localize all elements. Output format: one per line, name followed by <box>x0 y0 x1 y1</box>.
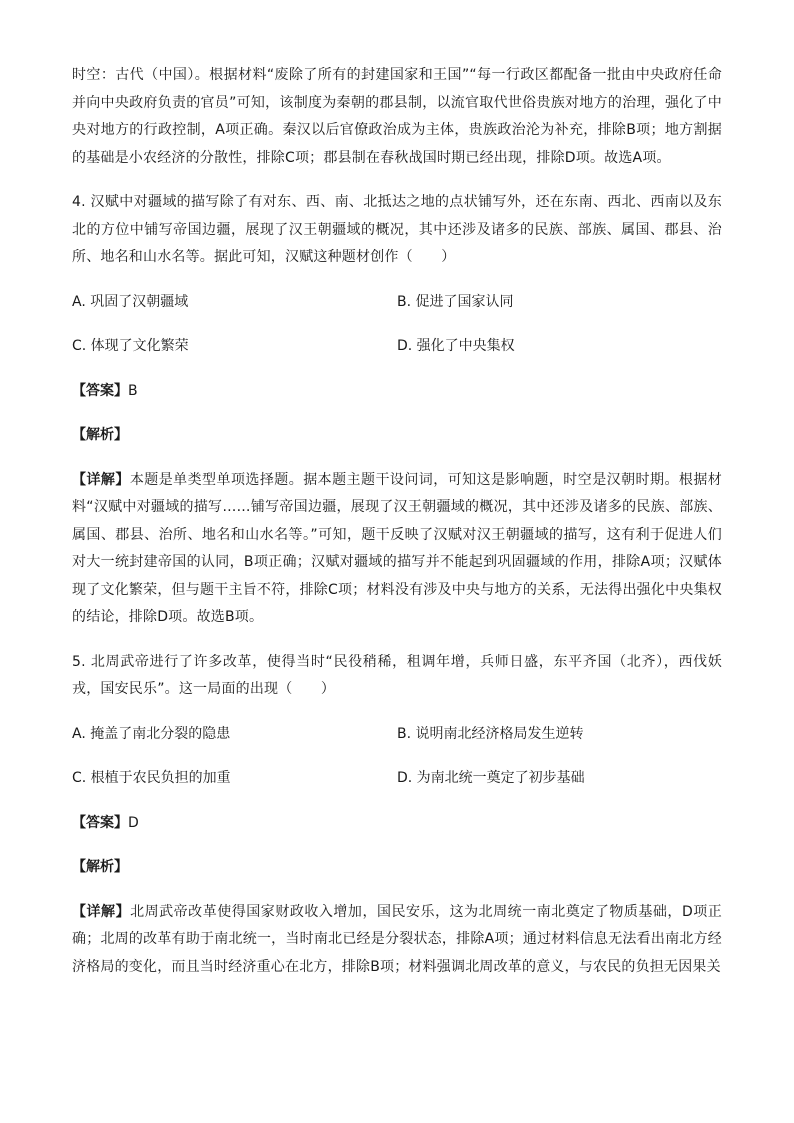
q5-option-c: C. 根植于农民负担的加重 <box>72 770 231 786</box>
q4-analysis-tag: 【解析】 <box>72 427 128 443</box>
q5-detail-paragraph <box>72 899 722 982</box>
q5-detail-tag: 【详解】 <box>72 903 131 920</box>
q5-option-b: B. 说明南北经济格局发生逆转 <box>397 725 584 742</box>
q4-detail-paragraph <box>72 467 722 632</box>
document-page <box>72 62 722 981</box>
q3-analysis-paragraph: 时空：古代（中国）。根据材料“废除了所有的封建国家和王国”“每一行政区都配备一批由中央政府任命并向中央政府负责的官员”可知，该制度为秦朝的郡县制，以流官取代世俗贵族对地方的治理，强化了中央对地方的行政控制，A项正确。秦汉以后官僚政治成为主体，贵族政治沦为补充，排除B项；地方割据的基础是小农经济的分散性，排除C项；郡县制在春秋战国时期已经出现，排除D项。故选A项。 <box>72 67 722 166</box>
q4-option-a: A. 巩固了汉朝疆域 <box>72 293 189 310</box>
q4-stem: 4. 汉赋中对疆域的描写除了有对东、西、南、北抵达之地的点状铺写外，还在东南、西北、西南以及东北的方位中铺写帝国边疆，展现了汉王朝疆域的概况，其中还涉及诸多的民族、部族、属国、郡县、治所、地名和山水名等。据此可知，汉赋这种题材创作（ ） <box>72 194 722 265</box>
q5-stem: 5. 北周武帝进行了许多改革，使得当时“民役稍稀，租调年增，兵师日盛，东平齐国（北齐），西伐妖戎，国安民乐”。这一局面的出现（ ） <box>72 653 722 697</box>
q5-detail-text: 北周武帝改革使得国家财政收入增加，国民安乐，这为北周统一南北奠定了物质基础，D项正确；北周的改革有助于南北统一，当时南北已经是分裂状态，排除A项；通过材料信息无法看出南北方经济格局的变化，而且当时经济重心在北方，排除B项；材料强调北周改革的意义，与农民的负担无因果关 <box>72 903 722 975</box>
q4-answer-tag: 【答案】 <box>72 382 128 399</box>
q5-option-d: D. 为南北统一奠定了初步基础 <box>397 770 585 786</box>
q4-options <box>72 289 722 361</box>
q4-analysis-line <box>72 422 722 450</box>
q5-answer-value: D <box>128 814 139 831</box>
q4-detail-tag: 【详解】 <box>72 471 130 488</box>
q4-detail-text: 本题是单类型单项选择题。据本题主题干设问词，可知这是影响题，时空是汉朝时期。根据材料“汉赋中对疆域的描写……铺写帝国边疆，展现了汉王朝疆域的概况，其中还涉及诸多的民族、部族、属国、郡县、治所、地名和山水名等。”可知，题干反映了汉赋对汉王朝疆域的描写，这有利于促进人们对大一统封建帝国的认同，B项正确；汉赋对疆域的描写并不能起到巩固疆域的作用，排除A项；汉赋体现了文化繁荣，但与题干主旨不符，排除C项；材料没有涉及中央与地方的关系，无法得出强化中央集权的结论，排除D项。故选B项。 <box>72 471 722 625</box>
q4-option-b: B. 促进了国家认同 <box>397 293 514 310</box>
q5-answer-tag: 【答案】 <box>72 814 128 831</box>
q5-options <box>72 721 722 793</box>
q4-answer-line <box>72 378 722 406</box>
q4-answer-value: B <box>128 382 138 399</box>
q5-analysis-tag: 【解析】 <box>72 859 128 875</box>
q4-option-c: C. 体现了文化繁荣 <box>72 338 189 354</box>
q5-option-a: A. 掩盖了南北分裂的隐患 <box>72 725 231 742</box>
q4-option-d: D. 强化了中央集权 <box>397 338 515 354</box>
q5-answer-line <box>72 810 722 838</box>
q5-analysis-line <box>72 854 722 882</box>
